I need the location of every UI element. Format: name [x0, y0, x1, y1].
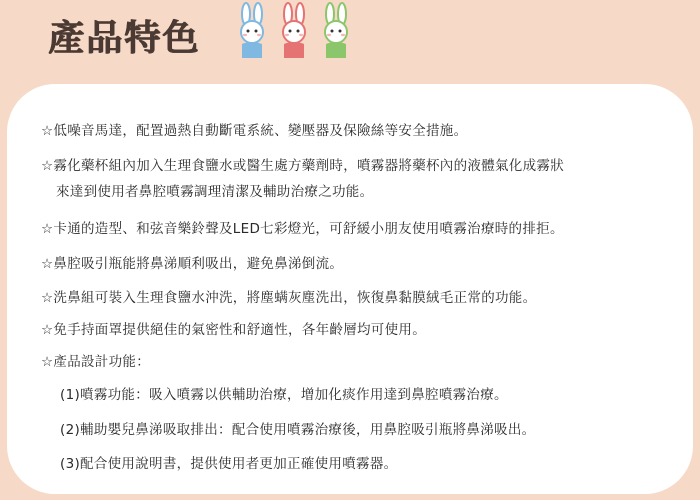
bunny-mascots-icon: [232, 0, 360, 62]
feature-item: [41, 321, 426, 339]
feature-text-continued: 來達到使用者鼻腔噴霧調理清潔及輔助治療之功能。: [56, 184, 374, 200]
feature-text: 低噪音馬達，配置過熱自動斷電系統、變壓器及保險絲等安全措施。: [53, 123, 468, 139]
design-function-item: (1)噴霧功能：吸入噴霧以供輔助治療，增加化痰作用達到鼻腔噴霧治療。: [60, 387, 508, 403]
feature-text: 霧化藥杯組內加入生理食鹽水或醫生處方藥劑時，噴霧器將藥杯內的液體氣化成霧狀: [53, 158, 565, 174]
design-function-item: (2)輔助嬰兒鼻涕吸取排出：配合使用噴霧治療後，用鼻腔吸引瓶將鼻涕吸出。: [60, 422, 536, 438]
star-icon: ☆: [41, 123, 54, 139]
feature-text: 產品設計功能：: [53, 354, 151, 370]
feature-text: 卡通的造型、和弦音樂鈴聲及LED七彩燈光，可舒緩小朋友使用噴霧治療時的排拒。: [53, 221, 564, 237]
feature-item: [41, 289, 536, 307]
feature-item: [41, 353, 150, 371]
feature-text: 免手持面罩提供絕佳的氣密性和舒適性，各年齡層均可使用。: [53, 322, 427, 338]
feature-item: [41, 122, 467, 140]
feature-item: [41, 255, 343, 273]
blue-bunny-icon: [241, 3, 263, 58]
star-icon: ☆: [41, 158, 54, 174]
feature-text: 鼻腔吸引瓶能將鼻涕順利吸出，避免鼻涕倒流。: [53, 256, 344, 272]
feature-item: [41, 157, 564, 175]
design-function-item: (3)配合使用說明書，提供使用者更加正確使用噴霧器。: [60, 456, 398, 472]
star-icon: ☆: [41, 290, 54, 306]
feature-item: [41, 220, 564, 238]
star-icon: ☆: [41, 221, 54, 237]
page-title: 產品特色: [48, 18, 201, 59]
feature-text: 洗鼻組可裝入生理食鹽水沖洗，將塵螨灰塵洗出，恢復鼻黏膜絨毛正常的功能。: [53, 290, 537, 306]
green-bunny-icon: [325, 3, 347, 58]
star-icon: ☆: [41, 322, 54, 338]
star-icon: ☆: [41, 354, 54, 370]
star-icon: ☆: [41, 256, 54, 272]
red-bunny-icon: [283, 3, 305, 58]
